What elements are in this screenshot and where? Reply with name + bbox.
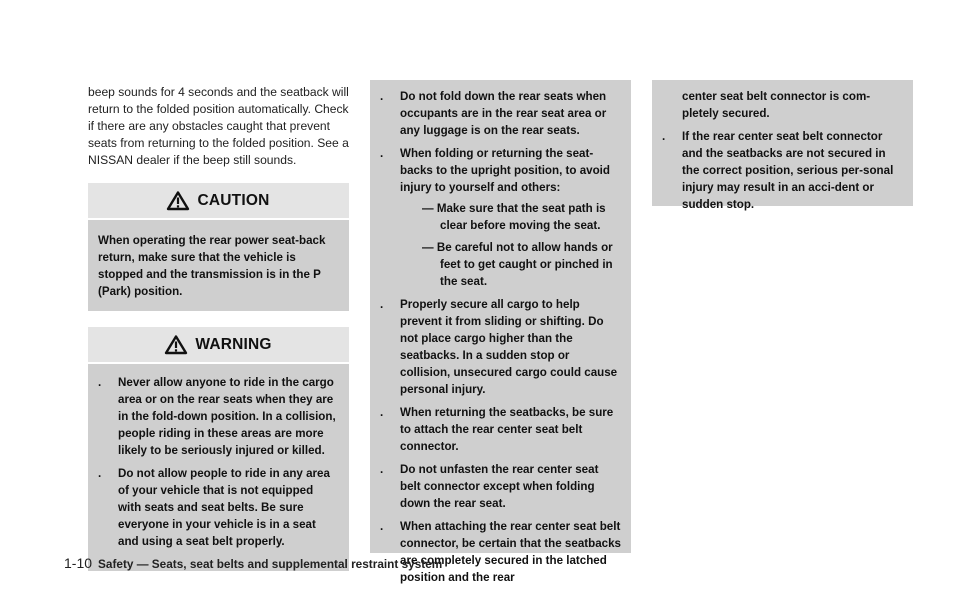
caution-header <box>88 183 349 218</box>
bullet-dot: . <box>380 298 384 311</box>
list-item: . When returning the seatbacks, be sure to attach the rear center seat belt connector. <box>380 406 614 453</box>
warning-header <box>88 327 349 362</box>
bullet-dot: . <box>380 463 384 476</box>
warning-list <box>98 374 339 550</box>
bullet-dot: . <box>98 467 102 480</box>
list-item: . When attaching the rear center seat belt connector, be certain that the seatbacks are completely secured in the latched position and the rear <box>380 520 621 584</box>
column-3-warning-continued <box>652 80 913 211</box>
list-item: . When folding or returning the seat-backs to the upright position, to avoid injury to yourself and others: — Make sure that the seat path is clear before moving the seat. — Be careful not to allow hands or feet to get caught or pinched in the seat. <box>380 145 621 290</box>
warning-triangle-icon <box>167 191 189 210</box>
sub-item: — Be careful not to allow hands or feet to get caught or pinched in the seat. <box>422 241 613 288</box>
list-item: . Never allow anyone to ride in the cargo area or on the rear seats when they are in the fold-down position. In a collision, people riding in these areas are more likely to be seriously injured or killed. <box>98 376 336 457</box>
caution-body <box>88 220 349 311</box>
bullet-dot: . <box>98 376 102 389</box>
bullet-dot: . <box>380 147 384 160</box>
page-number: 1-10 <box>64 555 93 571</box>
list-item-continuation: center seat belt connector is com-pletely secured. <box>682 90 871 120</box>
bullet-dot: . <box>380 520 384 533</box>
page-footer <box>64 555 442 571</box>
warning-list-continued <box>380 88 621 586</box>
list-item: . Do not allow people to ride in any area of your vehicle that is not equipped with seats and seat belts. Be sure everyone in your vehicle is in a seat and using a seat belt properly. <box>98 467 330 548</box>
caution-text: When operating the rear power seat-back return, make sure that the vehicle is stopped and the transmission is in the P (Park) position. <box>98 234 326 298</box>
sub-item: — Make sure that the seat path is clear before moving the seat. <box>422 202 606 232</box>
warning-triangle-icon <box>165 335 187 354</box>
column-1 <box>88 84 349 571</box>
list-item: . Do not unfasten the rear center seat belt connector except when folding down the rear seat. <box>380 463 599 510</box>
bullet-dot: . <box>662 130 666 143</box>
caution-title: CAUTION <box>197 191 270 209</box>
warning-list-continued-2 <box>662 88 903 213</box>
list-item: . Properly secure all cargo to help prevent it from sliding or shifting. Do not place cargo higher than the seatbacks. In a sudden stop or collision, unsecured cargo could cause personal injury. <box>380 298 618 396</box>
bullet-dot: . <box>380 406 384 419</box>
warning-body <box>88 364 349 571</box>
list-item: . If the rear center seat belt connector and the seatbacks are not secured in the correct position, serious per-sonal injury may result in an acci-dent or sudden stop. <box>662 130 894 211</box>
column-2-warning-continued <box>370 80 631 584</box>
warning-title: WARNING <box>195 335 272 353</box>
bullet-dot: . <box>380 90 384 103</box>
list-item: . Do not fold down the rear seats when occupants are in the rear seat area or any luggage is on the rear seats. <box>380 90 607 137</box>
intro-paragraph: beep sounds for 4 seconds and the seatback will return to the folded position automatically. Check if there are any obstacles caught that prevent seats from returning to the folded position. See a NISSAN dealer if the beep still sounds. <box>88 85 349 167</box>
section-title: Safety — Seats, seat belts and supplemental restraint system <box>98 557 443 571</box>
sub-list <box>400 200 621 290</box>
